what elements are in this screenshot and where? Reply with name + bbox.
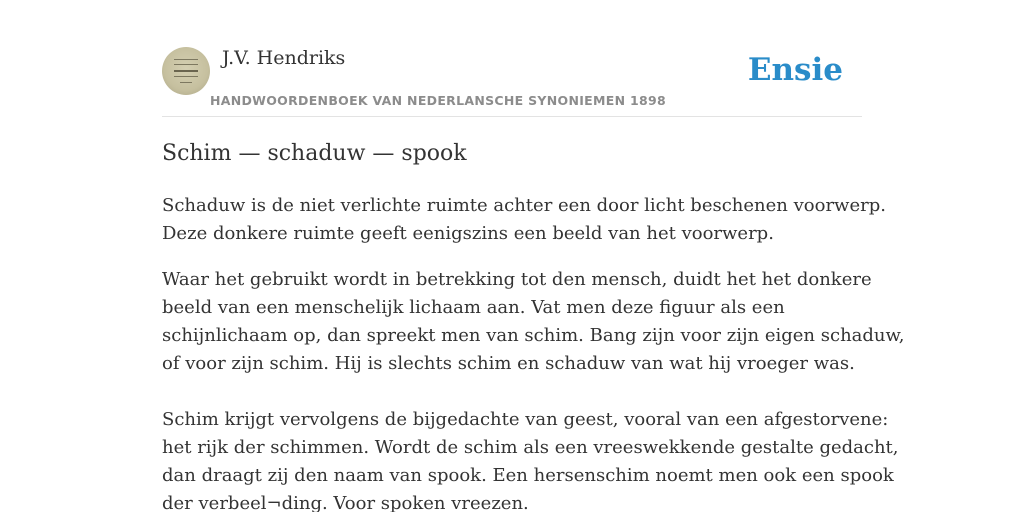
text-line: dan draagt zij den naam van spook. Een hersenschim noemt men ook een spook (162, 465, 894, 486)
article-title: Schim — schaduw — spook (162, 141, 467, 166)
paragraph (162, 192, 886, 248)
text-line: schijnlichaam op, dan spreekt men van schim. Bang zijn voor zijn eigen schaduw, (162, 325, 905, 346)
article-body (162, 192, 905, 512)
header (162, 46, 862, 117)
paragraph (162, 406, 899, 512)
text-line: Schaduw is de niet verlichte ruimte achter een door licht beschenen voorwerp. (162, 195, 886, 216)
text-line: of voor zijn schim. Hij is slechts schim en schaduw van wat hij vroeger was. (162, 353, 855, 374)
text-line: Waar het gebruikt wordt in betrekking tot den mensch, duidt het het donkere (162, 269, 872, 290)
text-line: Schim krijgt vervolgens de bijgedachte van geest, vooral van een afgestorvene: (162, 409, 889, 430)
paragraph (162, 266, 905, 378)
text-line: beeld van een menschelijk lichaam aan. Vat men deze figuur als een (162, 297, 785, 318)
text-line: Deze donkere ruimte geeft eenigszins een beeld van het voorwerp. (162, 223, 774, 244)
text-line: het rijk der schimmen. Wordt de schim als een vreeswekkende gestalte gedacht, (162, 437, 899, 458)
author-avatar[interactable] (162, 47, 210, 95)
source-title[interactable]: HANDWOORDENBOEK VAN NEDERLANSCHE SYNONIEMEN 1898 (210, 93, 667, 108)
brand-logo[interactable]: Ensie (747, 52, 843, 88)
author-name[interactable]: J.V. Hendriks (222, 47, 346, 69)
text-line: der verbeel¬ding. Voor spoken vreezen. (162, 493, 529, 512)
